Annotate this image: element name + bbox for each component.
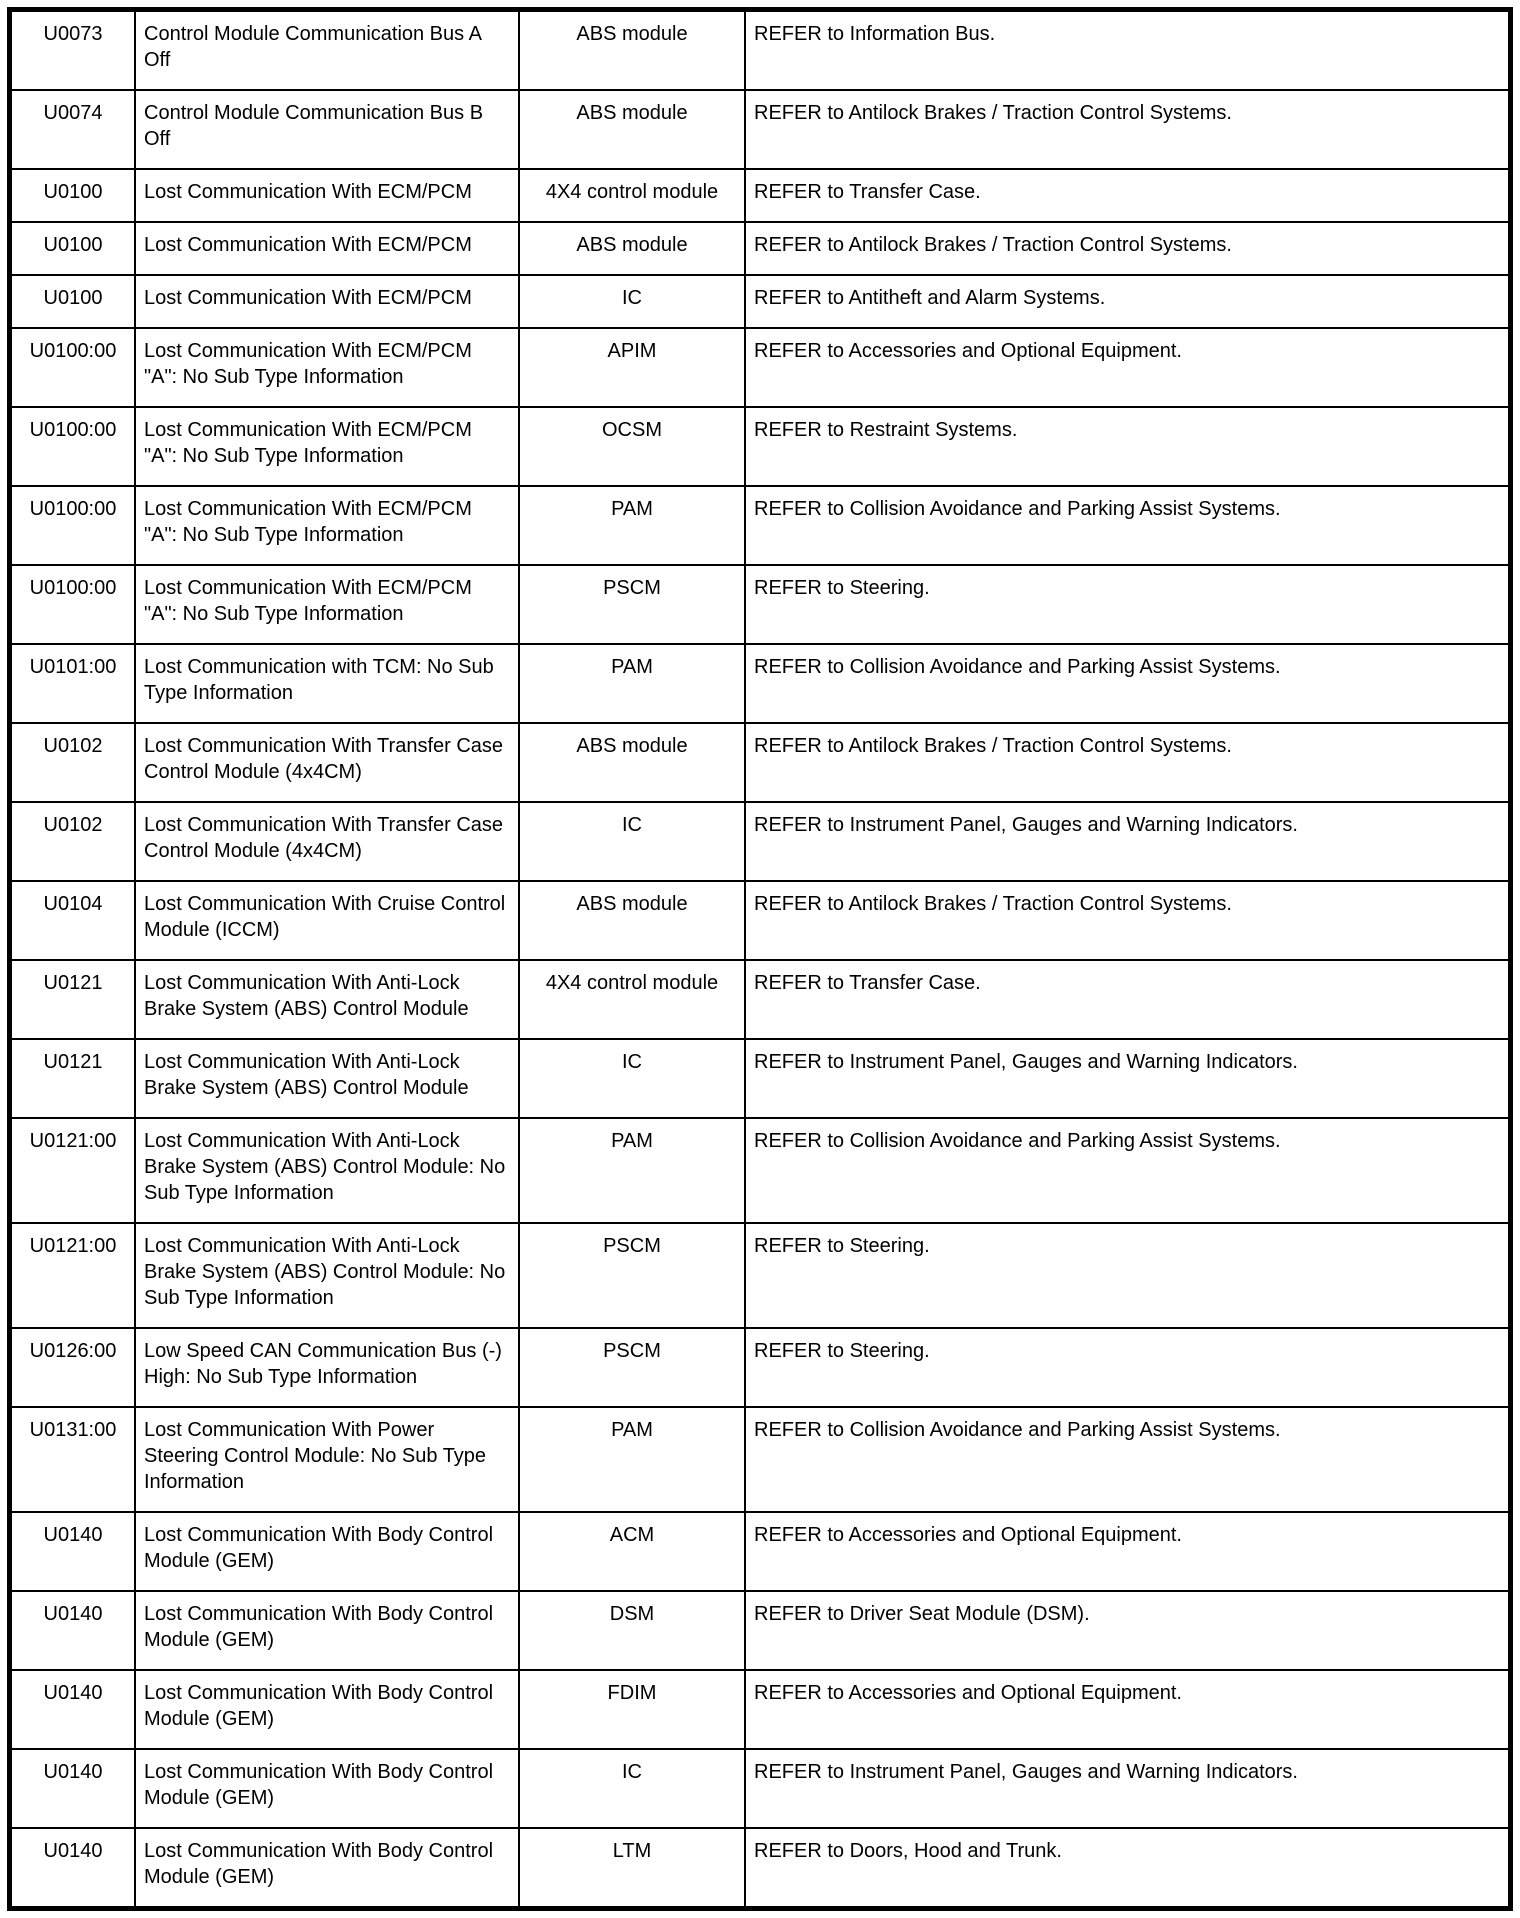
dtc-description-cell: Lost Communication With Body Control Module (GEM) — [135, 1512, 519, 1591]
dtc-code-cell: U0100 — [10, 275, 136, 328]
action-cell: REFER to Steering. — [745, 1223, 1511, 1328]
action-cell: REFER to Information Bus. — [745, 10, 1511, 91]
module-cell: PSCM — [519, 1223, 745, 1328]
module-cell: PSCM — [519, 565, 745, 644]
table-row — [10, 881, 1511, 960]
dtc-description-cell: Lost Communication With Body Control Module (GEM) — [135, 1749, 519, 1828]
module-cell: ABS module — [519, 222, 745, 275]
dtc-description-cell: Lost Communication With Anti-Lock Brake System (ABS) Control Module — [135, 960, 519, 1039]
dtc-table — [7, 7, 1513, 1911]
dtc-description-cell: Lost Communication With Transfer Case Control Module (4x4CM) — [135, 723, 519, 802]
dtc-code-cell: U0074 — [10, 90, 136, 169]
action-cell: REFER to Collision Avoidance and Parking Assist Systems. — [745, 1407, 1511, 1512]
dtc-code-cell: U0131:00 — [10, 1407, 136, 1512]
dtc-code-cell: U0140 — [10, 1749, 136, 1828]
dtc-description-cell: Lost Communication With Anti-Lock Brake System (ABS) Control Module: No Sub Type Information — [135, 1223, 519, 1328]
dtc-code-cell: U0104 — [10, 881, 136, 960]
dtc-code-cell: U0101:00 — [10, 644, 136, 723]
module-cell: PSCM — [519, 1328, 745, 1407]
dtc-code-cell: U0126:00 — [10, 1328, 136, 1407]
table-row — [10, 486, 1511, 565]
dtc-description-cell: Lost Communication With Anti-Lock Brake System (ABS) Control Module: No Sub Type Information — [135, 1118, 519, 1223]
table-row — [10, 723, 1511, 802]
action-cell: REFER to Accessories and Optional Equipment. — [745, 328, 1511, 407]
dtc-code-cell: U0100:00 — [10, 328, 136, 407]
action-cell: REFER to Doors, Hood and Trunk. — [745, 1828, 1511, 1909]
dtc-code-cell: U0100:00 — [10, 407, 136, 486]
dtc-code-cell: U0073 — [10, 10, 136, 91]
dtc-code-cell: U0140 — [10, 1670, 136, 1749]
module-cell: FDIM — [519, 1670, 745, 1749]
action-cell: REFER to Antitheft and Alarm Systems. — [745, 275, 1511, 328]
action-cell: REFER to Antilock Brakes / Traction Control Systems. — [745, 881, 1511, 960]
dtc-description-cell: Lost Communication With Body Control Module (GEM) — [135, 1828, 519, 1909]
dtc-code-cell: U0121:00 — [10, 1118, 136, 1223]
action-cell: REFER to Accessories and Optional Equipment. — [745, 1670, 1511, 1749]
module-cell: 4X4 control module — [519, 169, 745, 222]
module-cell: IC — [519, 1749, 745, 1828]
dtc-code-cell: U0140 — [10, 1828, 136, 1909]
dtc-description-cell: Lost Communication With ECM/PCM "A": No Sub Type Information — [135, 565, 519, 644]
dtc-description-cell: Lost Communication With Transfer Case Control Module (4x4CM) — [135, 802, 519, 881]
action-cell: REFER to Instrument Panel, Gauges and Warning Indicators. — [745, 1039, 1511, 1118]
table-row — [10, 169, 1511, 222]
module-cell: APIM — [519, 328, 745, 407]
table-row — [10, 802, 1511, 881]
dtc-code-cell: U0140 — [10, 1512, 136, 1591]
action-cell: REFER to Restraint Systems. — [745, 407, 1511, 486]
table-row — [10, 960, 1511, 1039]
action-cell: REFER to Transfer Case. — [745, 960, 1511, 1039]
dtc-code-cell: U0102 — [10, 723, 136, 802]
module-cell: DSM — [519, 1591, 745, 1670]
dtc-code-cell: U0121:00 — [10, 1223, 136, 1328]
table-row — [10, 1749, 1511, 1828]
table-row — [10, 1039, 1511, 1118]
dtc-description-cell: Lost Communication With ECM/PCM "A": No Sub Type Information — [135, 486, 519, 565]
module-cell: PAM — [519, 486, 745, 565]
dtc-description-cell: Low Speed CAN Communication Bus (-) High: No Sub Type Information — [135, 1328, 519, 1407]
dtc-code-cell: U0121 — [10, 960, 136, 1039]
dtc-description-cell: Lost Communication With Body Control Module (GEM) — [135, 1670, 519, 1749]
dtc-description-cell: Lost Communication With Cruise Control Module (ICCM) — [135, 881, 519, 960]
module-cell: IC — [519, 1039, 745, 1118]
module-cell: ABS module — [519, 90, 745, 169]
table-row — [10, 407, 1511, 486]
dtc-code-cell: U0121 — [10, 1039, 136, 1118]
module-cell: ABS module — [519, 881, 745, 960]
action-cell: REFER to Instrument Panel, Gauges and Warning Indicators. — [745, 802, 1511, 881]
table-row — [10, 1512, 1511, 1591]
dtc-code-cell: U0100:00 — [10, 565, 136, 644]
module-cell: OCSM — [519, 407, 745, 486]
action-cell: REFER to Instrument Panel, Gauges and Warning Indicators. — [745, 1749, 1511, 1828]
module-cell: ABS module — [519, 10, 745, 91]
action-cell: REFER to Antilock Brakes / Traction Control Systems. — [745, 90, 1511, 169]
action-cell: REFER to Collision Avoidance and Parking Assist Systems. — [745, 1118, 1511, 1223]
module-cell: PAM — [519, 1407, 745, 1512]
action-cell: REFER to Antilock Brakes / Traction Control Systems. — [745, 222, 1511, 275]
table-row — [10, 644, 1511, 723]
module-cell: 4X4 control module — [519, 960, 745, 1039]
action-cell: REFER to Collision Avoidance and Parking Assist Systems. — [745, 486, 1511, 565]
table-row — [10, 328, 1511, 407]
action-cell: REFER to Collision Avoidance and Parking Assist Systems. — [745, 644, 1511, 723]
dtc-description-cell: Lost Communication with TCM: No Sub Type Information — [135, 644, 519, 723]
action-cell: REFER to Steering. — [745, 565, 1511, 644]
dtc-description-cell: Control Module Communication Bus A Off — [135, 10, 519, 91]
action-cell: REFER to Driver Seat Module (DSM). — [745, 1591, 1511, 1670]
table-row — [10, 1670, 1511, 1749]
module-cell: PAM — [519, 1118, 745, 1223]
action-cell: REFER to Transfer Case. — [745, 169, 1511, 222]
action-cell: REFER to Accessories and Optional Equipment. — [745, 1512, 1511, 1591]
dtc-code-cell: U0140 — [10, 1591, 136, 1670]
table-row — [10, 222, 1511, 275]
dtc-description-cell: Lost Communication With ECM/PCM — [135, 275, 519, 328]
dtc-description-cell: Lost Communication With ECM/PCM "A": No Sub Type Information — [135, 407, 519, 486]
dtc-description-cell: Lost Communication With ECM/PCM — [135, 169, 519, 222]
dtc-code-cell: U0100 — [10, 169, 136, 222]
table-row — [10, 1328, 1511, 1407]
table-row — [10, 275, 1511, 328]
module-cell: LTM — [519, 1828, 745, 1909]
table-row — [10, 10, 1511, 91]
action-cell: REFER to Antilock Brakes / Traction Control Systems. — [745, 723, 1511, 802]
dtc-description-cell: Lost Communication With Anti-Lock Brake System (ABS) Control Module — [135, 1039, 519, 1118]
module-cell: ABS module — [519, 723, 745, 802]
module-cell: IC — [519, 275, 745, 328]
table-row — [10, 1591, 1511, 1670]
dtc-description-cell: Lost Communication With Body Control Module (GEM) — [135, 1591, 519, 1670]
action-cell: REFER to Steering. — [745, 1328, 1511, 1407]
table-row — [10, 565, 1511, 644]
module-cell: ACM — [519, 1512, 745, 1591]
dtc-table-body — [10, 10, 1511, 1909]
table-row — [10, 1118, 1511, 1223]
dtc-description-cell: Lost Communication With ECM/PCM — [135, 222, 519, 275]
dtc-description-cell: Lost Communication With ECM/PCM "A": No Sub Type Information — [135, 328, 519, 407]
table-row — [10, 1223, 1511, 1328]
dtc-code-cell: U0100 — [10, 222, 136, 275]
dtc-code-cell: U0100:00 — [10, 486, 136, 565]
table-row — [10, 90, 1511, 169]
table-row — [10, 1407, 1511, 1512]
dtc-code-cell: U0102 — [10, 802, 136, 881]
table-row — [10, 1828, 1511, 1909]
module-cell: IC — [519, 802, 745, 881]
dtc-description-cell: Control Module Communication Bus B Off — [135, 90, 519, 169]
module-cell: PAM — [519, 644, 745, 723]
dtc-description-cell: Lost Communication With Power Steering Control Module: No Sub Type Information — [135, 1407, 519, 1512]
